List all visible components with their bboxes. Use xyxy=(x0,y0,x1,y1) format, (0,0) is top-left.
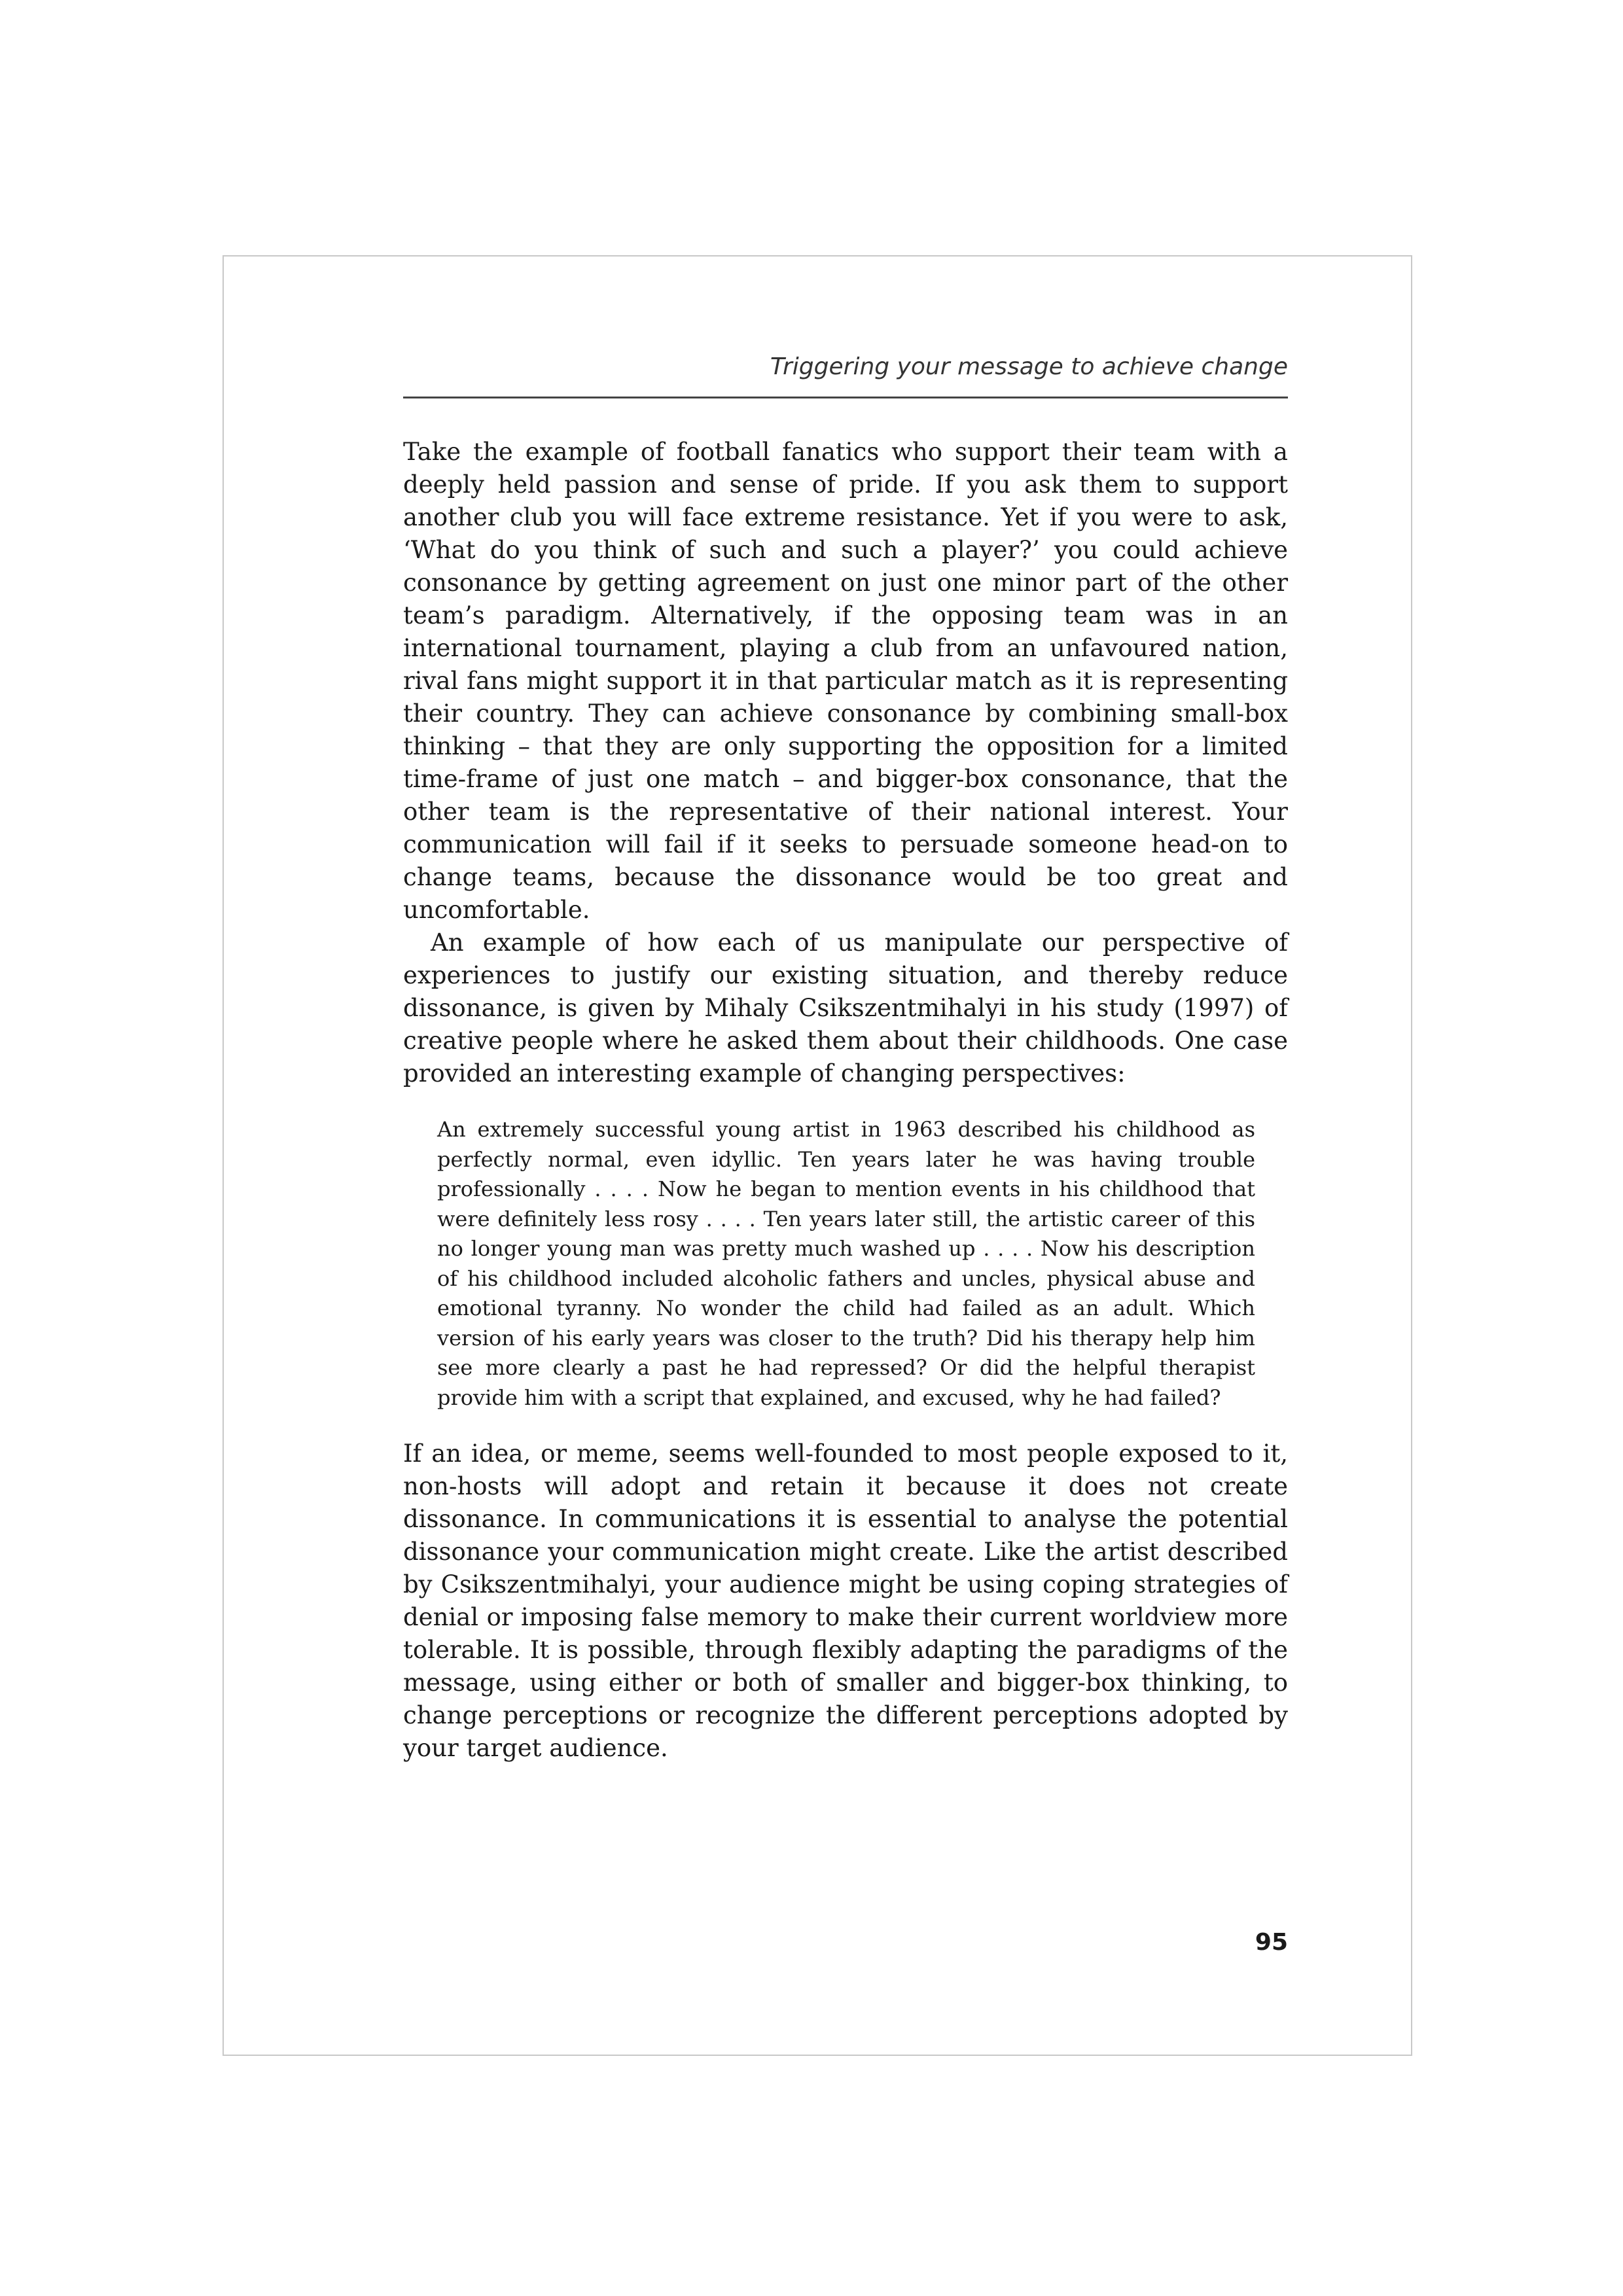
paragraph-football: Take the example of football fanatics who support their team with a deeply held passion and sense of pride. If you ask them to support another club you will face extreme resistance. Yet if you were to ask, ‘What do you think of such and such a player?’ you could achieve consonance by getting agreement on just one minor part of the other team’s paradigm. Alternatively, if the opposing team was in an international tournament, playing a club from an unfavoured nation, rival fans might support it in that particular match as it is representing their country. They can achieve consonance by combining small-box thinking – that they are only supporting the opposition for a limited time-frame of just one match – and bigger-box consonance, that the other team is the representative of their national interest. Your communication will fail if it seeks to persuade someone head-on to change teams, because the dissonance would be too great and uncomfortable. xyxy=(403,438,1288,924)
block-quote: An extremely successful young artist in 1963 described his childhood as perfectly normal, even idyllic. Ten years later he was having trouble professionally . . . . Now he began to mention events in his childhood that were definitely less rosy . . . . Ten years later still, the artistic career of this no longer young man was pretty much washed up . . . . Now his description of his childhood included alcoholic fathers and uncles, physical abuse and emotional tyranny. No wonder the child had failed as an adult. Which version of his early years was closer to the truth? Did his therapy help him see more clearly a past he had repressed? Or did the helpful therapist provide him with a script that explained, and excused, why he had failed? xyxy=(437,1117,1255,1410)
main-text xyxy=(403,436,1288,1765)
page-number: 95 xyxy=(1255,1929,1288,1956)
paragraph-meme: If an idea, or meme, seems well-founded to most people exposed to it, non-hosts will adopt and retain it because it does not create dissonance. In communications it is essential to analyse the potential dissonance your communication might create. Like the artist described by Csikszentmihalyi, your audience might be using coping strategies of denial or imposing false memory to make their current worldview more tolerable. It is possible, through flexibly adapting the paradigms of the message, using either or both of smaller and bigger-box thinking, to change perceptions or recognize the different perceptions adopted by your target audience. xyxy=(403,1439,1288,1762)
header-rule xyxy=(403,397,1288,398)
running-head: Triggering your message to achieve change xyxy=(770,353,1288,380)
paragraph-perspective: An example of how each of us manipulate our perspective of experiences to justify our existing situation, and thereby reduce dissonance, is given by Mihaly Csikszentmihalyi in his study (1997) of creative people where he asked them about their childhoods. One case provided an interesting example of changing perspectives: xyxy=(403,928,1288,1087)
